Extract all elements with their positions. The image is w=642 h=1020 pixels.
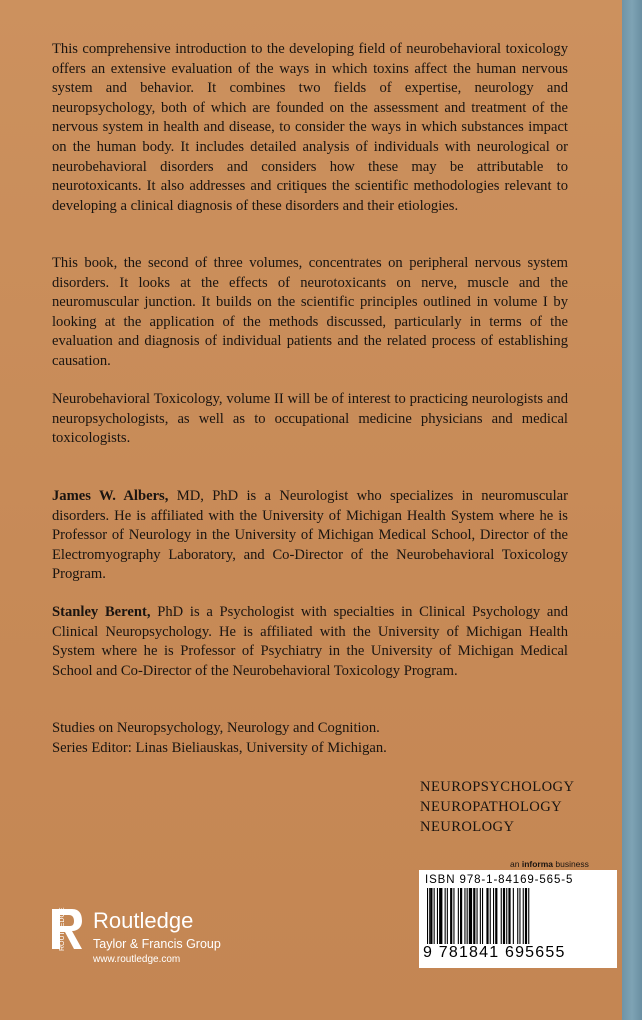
barcode-bar: [519, 888, 520, 944]
barcode-bar: [434, 888, 435, 944]
barcode-bar: [467, 888, 468, 944]
barcode-bar: [469, 888, 472, 944]
blurb-text: This book, the second of three volumes, concentrates on peripheral nervous system disorders. It looks at the effects of neurotoxicants on nerve, muscle and the neuromuscular junction. It builds on the scientific principles outlined in volume I by looking at the application of the methods discussed, particularly in terms of the evaluation and diagnosis of individual patients and the related process of establishing causation.: [52, 255, 568, 369]
isbn-label: ISBN 978-1-84169-565-5: [425, 874, 574, 886]
barcode-bar: [486, 888, 488, 944]
series-info: [52, 719, 572, 758]
informa-suffix: business: [553, 859, 589, 869]
author-bio: MD, PhD is a Neurologist who specializes in neuromuscular disorders. He is affiliated with the University of Michigan Health System where he is Professor of Neurology in the University of Michigan Medical School, Director of the Electromyography Laboratory, and Co-Director of the Neurobehavioral Toxicology Program.: [52, 488, 568, 583]
logo-vertical-text: ROUTLEDGE: [59, 907, 66, 951]
blurb-paragraph-1: [52, 40, 568, 216]
barcode-bar: [439, 888, 442, 944]
barcode-bar: [517, 888, 518, 944]
barcode-bar: [501, 888, 502, 944]
barcode-bar: [458, 888, 459, 944]
publisher-block: [38, 905, 238, 975]
isbn-barcode: [419, 870, 617, 968]
informa-prefix: an: [510, 859, 522, 869]
series-title: Studies on Neuropsychology, Neurology and Cognition.: [52, 720, 380, 736]
series-editor: Series Editor: Linas Bieliauskas, University of Michigan.: [52, 739, 387, 756]
barcode-bar: [493, 888, 494, 944]
barcode-bar: [464, 888, 465, 944]
barcode-bar: [513, 888, 514, 944]
blurb-paragraph-3: [52, 390, 568, 449]
blurb-text: Neurobehavioral Toxicology, volume II will be of interest to practicing neurologists and neuropsychologists, as well as to occupational medicine physicians and medical toxicologists.: [52, 391, 568, 447]
blurb-text: This comprehensive introduction to the developing field of neurobehavioral toxicology offers an extensive evaluation of the ways in which toxins affect the human nervous system and behavior. It combines two fields of expertise, neurology and neuropsychology, both of which are founded on the assessment and treatment of the nervous system in health and disease, to consider the ways in which substances impact on the human body. It includes detailed analysis of individuals with neurological or neurobehavioral disorders and considers how these may be attributable to neurotoxicants. It also addresses and critiques the scientific methodologies relevant to developing a clinical diagnosis of these disorders and their etiologies.: [52, 41, 568, 214]
informa-tagline: [510, 859, 589, 869]
barcode-bar: [450, 888, 452, 944]
publisher-group: Taylor & Francis Group: [93, 937, 221, 951]
author-name: James W. Albers,: [52, 488, 169, 504]
barcode-bar: [523, 888, 524, 944]
barcode-bar: [490, 888, 491, 944]
barcode-digits: 9 781841 695655: [423, 944, 566, 961]
barcode-bar: [503, 888, 505, 944]
routledge-logo-icon: [38, 905, 86, 969]
barcode-bar: [506, 888, 507, 944]
barcode-bar: [473, 888, 475, 944]
informa-brand: informa: [521, 859, 553, 869]
barcode-bar: [460, 888, 462, 944]
author-bio-albers: [52, 487, 568, 585]
barcode-bar: [480, 888, 481, 944]
barcode-bar: [427, 888, 428, 944]
barcode-bar: [437, 888, 438, 944]
barcode-bar: [495, 888, 497, 944]
barcode-bar: [453, 888, 454, 944]
barcode-bar: [447, 888, 448, 944]
author-bio-berent: [52, 603, 568, 681]
barcode-bars: [425, 888, 611, 944]
barcode-bar: [429, 888, 430, 944]
publisher-url: www.routledge.com: [93, 954, 181, 965]
barcode-bar: [430, 888, 432, 944]
subject-item: NEUROLOGY: [420, 819, 515, 835]
barcode-bar: [508, 888, 510, 944]
subject-item: NEUROPSYCHOLOGY: [420, 779, 575, 795]
barcode-bar: [477, 888, 478, 944]
barcode-bar: [525, 888, 527, 944]
spine-edge: [622, 0, 642, 1020]
publisher-name: Routledge: [93, 908, 194, 933]
subject-item: NEUROPATHOLOGY: [420, 799, 563, 815]
blurb-paragraph-2: [52, 254, 568, 372]
barcode-bar: [528, 888, 529, 944]
author-bio: PhD is a Psychologist with specialties in Clinical Psychology and Clinical Neuropsychology. He is affiliated with the University of Michigan Health System where he is Professor of Psychiatry in the University of Michigan Medical School and Co-Director of the Neurobehavioral Toxicology Program.: [52, 604, 568, 679]
author-name: Stanley Berent,: [52, 604, 151, 620]
barcode-bar: [482, 888, 483, 944]
subject-list: [420, 777, 574, 837]
barcode-bar: [445, 888, 446, 944]
